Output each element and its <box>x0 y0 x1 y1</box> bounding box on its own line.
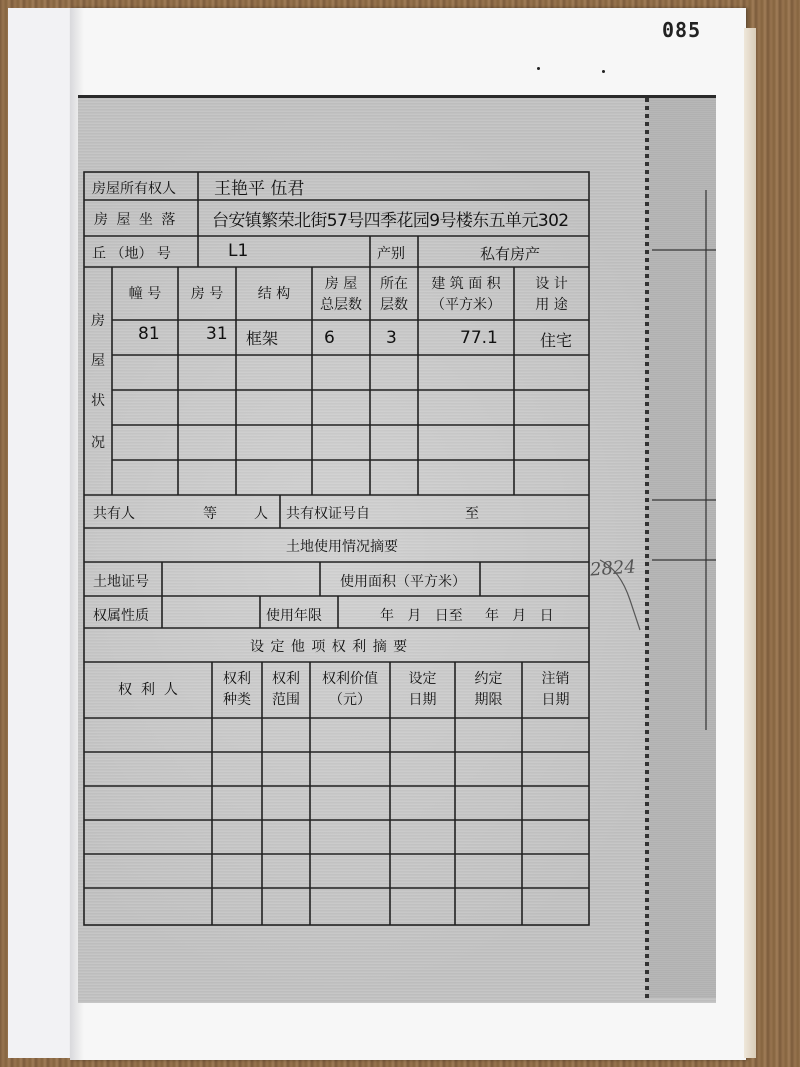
co-owner-to-label: 至 <box>465 506 479 522</box>
cell-structure: 框架 <box>246 329 279 348</box>
lot-value: L1 <box>228 241 249 261</box>
land-cert-label: 土地证号 <box>93 574 149 590</box>
header-right-scope: 权利 范围 <box>272 671 300 708</box>
owner-value: 王艳平 伍君 <box>214 179 305 199</box>
header-cancel-date: 注销 日期 <box>541 671 570 708</box>
house-status-side-2: 屋 <box>91 353 105 369</box>
land-section-title: 土地使用情况摘要 <box>286 539 398 555</box>
use-years-label: 使用年限 <box>266 608 322 624</box>
header-floor: 所在 层数 <box>380 276 408 313</box>
header-right-value: 权利价值 （元） <box>322 671 378 708</box>
lot-label: 丘 （地） 号 <box>92 246 171 262</box>
cell-design-use: 住宅 <box>540 331 573 350</box>
property-type-label: 产别 <box>377 246 405 262</box>
location-value: 台安镇繁荣北街57号四季花园9号楼东五单元302 <box>212 211 569 231</box>
cell-floor-area: 77.1 <box>460 328 498 348</box>
cell-floor: 3 <box>386 328 397 348</box>
header-total-floors: 房 屋 总层数 <box>320 276 362 313</box>
house-status-side-4: 况 <box>91 435 105 451</box>
co-owner-cert-label: 共有权证号自 <box>286 506 370 522</box>
property-type-value: 私有房产 <box>480 245 541 263</box>
header-right-holder: 权 利 人 <box>118 682 178 698</box>
cell-total-floors: 6 <box>324 328 335 348</box>
use-period: 年 月 日至 年 月 日 <box>380 608 554 624</box>
header-structure: 结 构 <box>257 286 291 302</box>
ownership-nature-label: 权属性质 <box>93 608 149 624</box>
owner-label: 房屋所有权人 <box>92 181 176 197</box>
land-area-label: 使用面积（平方米） <box>340 574 466 590</box>
handwritten-note: 2824 <box>589 556 637 581</box>
co-owner-count-unit: 人 <box>254 506 268 522</box>
rights-section-title: 设 定 他 项 权 利 摘 要 <box>250 639 409 655</box>
page-number: 085 <box>662 18 702 42</box>
header-room-no: 房 号 <box>190 286 224 302</box>
header-set-date: 设定 日期 <box>408 671 437 708</box>
header-building-no: 幢 号 <box>128 286 162 302</box>
header-agreed-term: 约定 期限 <box>474 671 503 708</box>
co-owner-label: 共有人 <box>93 506 135 522</box>
co-owner-count-word: 等 <box>203 506 217 522</box>
header-floor-area: 建 筑 面 积 （平方米） <box>431 276 501 313</box>
header-right-type: 权利 种类 <box>223 671 251 708</box>
cell-building-no: 81 <box>138 324 160 344</box>
house-status-side-3: 状 <box>91 393 105 409</box>
house-status-side-1: 房 <box>91 313 105 329</box>
header-design-use: 设 计 用 途 <box>535 276 568 313</box>
cell-room-no: 31 <box>206 324 228 344</box>
location-label: 房 屋 坐 落 <box>94 212 178 228</box>
